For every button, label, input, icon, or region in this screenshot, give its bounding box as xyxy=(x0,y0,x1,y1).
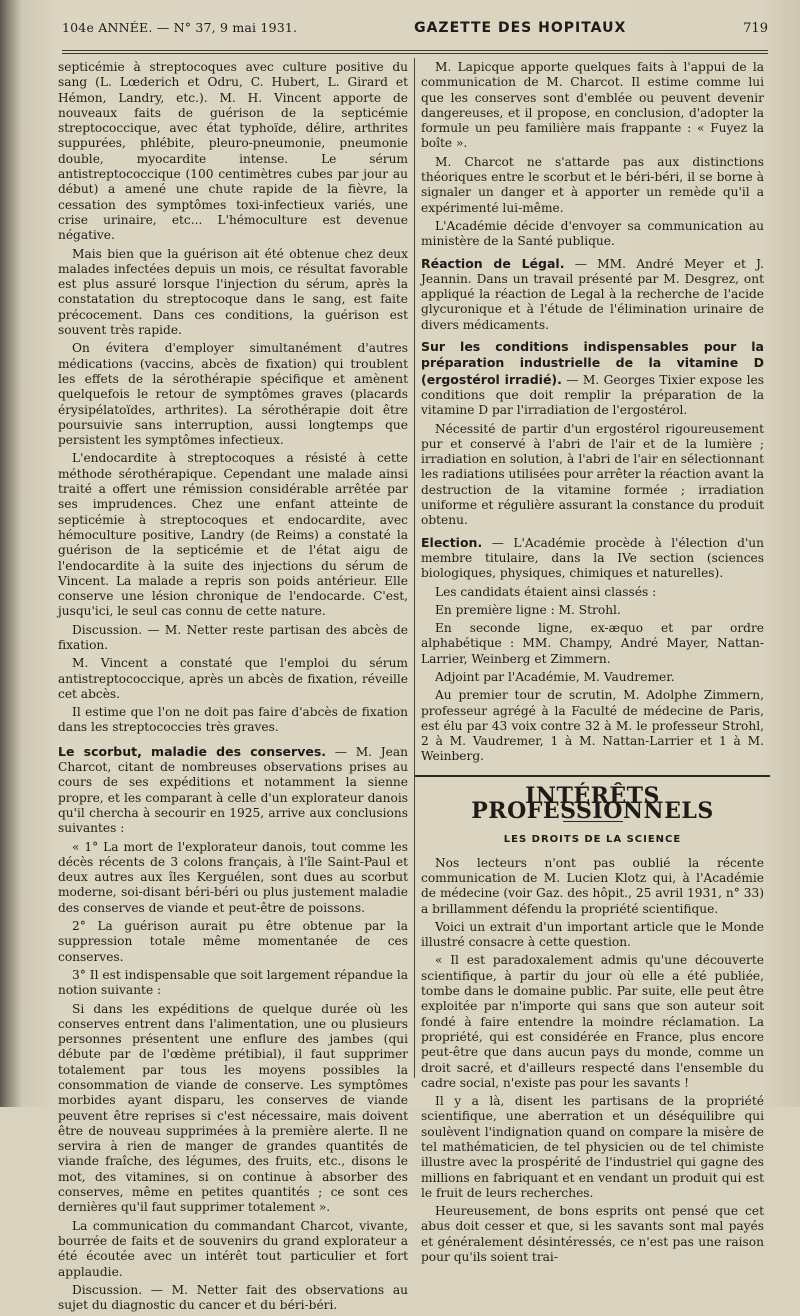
scorbut-article xyxy=(58,744,408,837)
paragraph: 2° La guérison aurait pu être obtenue par la suppression totale même momentanée de ces conserves. xyxy=(58,919,408,964)
paragraph: Voici un extrait d'un important article que le Monde illustré consacre à cette question. xyxy=(421,919,764,950)
paragraph: septicémie à streptocoques avec culture positive du sang (L. Lœderich et Odru, C. Hubert, L. Girard et Hémon, Landry, etc.). M. H. Vincent apporte de nouveaux faits de guérison de la septicémie streptococcique, avec état typhoïde, délire, arthrites suppurées, phlébite, pleuro-pneumonie, pneumonie double, myocardite intense. Le sérum antistreptococcique (100 centimètres cubes par jour au début) a amené une chute rapide de la fièvre, la cessation des symptômes toxi-infectieux variés, une crise urinaire, etc... L'hémoculture est devenue négative. xyxy=(58,60,408,243)
subsection-title: LES DROITS DE LA SCIENCE xyxy=(503,834,682,846)
paragraph: Heureusement, de bons esprits ont pensé que cet abus doit cesser et que, si les savants sont mal payés et généralement désintéressés, ce n'est pas une raison pour qu'ils soient trai- xyxy=(421,1204,764,1265)
article-heading: Réaction de Légal. xyxy=(421,255,565,271)
article-heading: Sur les conditions indispensables pour la préparation industrielle de la vitamine D (ergostérol irradié). xyxy=(421,339,764,387)
section-title: INTÉRÊTS PROFESSIONNELS xyxy=(471,782,714,825)
paragraph: On évitera d'employer simultanément d'autres médications (vaccins, abcès de fixation) qui troublent les effets de la sérothérapie spécifique et amènent quelquefois le retour de symptômes graves (placards érysipélatoïdes, arthrites). La sérothérapie doit être poursuivie sans interruption, aussi longtemps que persistent les symptômes infectieux. xyxy=(58,341,408,448)
paragraph: Discussion. — M. Netter fait des observations au sujet du diagnostic du cancer et du béri-béri. xyxy=(58,1282,408,1313)
paragraph: « 1° La mort de l'explorateur danois, tout comme les décès récents de 3 colons français, à l'île Saint-Paul et deux autres aux îles Kerguélen, sont dues au scorbut moderne, soi-disant béri-béri ou plus justement maladie des conserves de viande et peut-être de poissons. xyxy=(58,839,408,915)
newspaper-title: GAZETTE DES HOPITAUX xyxy=(414,20,627,36)
paragraph: Les candidats étaient ainsi classés : xyxy=(435,584,657,599)
article-intro: — MM. André Meyer et J. Jeannin. Dans un travail présenté par M. Desgrez, ont appliqué la réaction de Legal à la recherche de l'acide glycuronique et à l'étude de l'élimination urinaire de divers médicaments. xyxy=(421,256,764,332)
paragraph: Nos lecteurs n'ont pas oublié la récente communication de M. Lucien Klotz qui, à l'Académie de médecine (voir Gaz. des hôpit., 25 avril 1931, n° 33) a brillamment défendu la propriété scientifique. xyxy=(421,855,764,916)
paragraph: L'Académie décide d'envoyer sa communication au ministère de la Santé publique. xyxy=(421,218,764,249)
article-heading: Le scorbut, maladie des conserves. xyxy=(58,743,327,759)
paragraph: M. Vincent a constaté que l'emploi du sérum antistreptococcique, après un abcès de fixation, réveille cet abcès. xyxy=(58,656,408,701)
column-divider xyxy=(414,58,415,1078)
paragraph: Au premier tour de scrutin, M. Adolphe Zimmern, professeur agrégé à la Faculté de médecine de Paris, est élu par 43 voix contre 32 à M. le professeur Strohl, 2 à M. Vaudremer, 1 à M. Nattan-Larrier et 1 à M. Weinberg. xyxy=(421,688,764,764)
paragraph: L'endocardite à streptocoques a résisté à cette méthode sérothérapique. Cependant une malade ainsi traité a offert une rémission considérable arrêtée par ses imprudences. Chez une enfant atteinte de septicémie à streptocoques et endocardite, avec hémoculture positive, Landry (de Reims) a constaté la guérison de la septicémie et de l'état aigu de l'endocardite à la suite des injections du sérum de Vincent. La malade a repris son poids antérieur. Elle conserve une lésion chronique de l'endocarde. C'est, jusqu'ici, le seul cas connu de cette nature. xyxy=(58,451,408,619)
paragraph: Si dans les expéditions de quelque durée où les conserves entrent dans l'alimentation, une ou plusieurs personnes présentent une enflure des jambes (qui débute par de l'œdème prétibial), il faut supprimer totalement par tous les moyens possibles la consommation de viande de conserve. Les symptômes morbides ayant disparu, les conserves de viande peuvent être reprises si c'est nécessaire, mais doivent être de nouveau supprimées à la première alerte. Il ne servira à rien de manger de grandes quantités de viande fraîche, des légumes, des fruits, etc., disons le mot, des vitamines, si on continue à absorber des conserves, même en petites quantités ; ce sont ces dernières qu'il faut supprimer totalement ». xyxy=(58,1001,408,1215)
article-intro: — M. Jean Charcot, citant de nombreuses observations prises au cours de ses expéditions et notamment la sienne propre, et les comparant à celle d'un explorateur danois qu'il chercha à secourir en 1925, arrive aux conclusions suivantes : xyxy=(58,744,408,836)
header-rule-bottom xyxy=(62,53,768,54)
legal-article xyxy=(421,256,764,333)
paragraph: Discussion. — M. Netter reste partisan des abcès de fixation. xyxy=(58,622,408,652)
paragraph: Il estime que l'on ne doit pas faire d'abcès de fixation dans les streptococcies très graves. xyxy=(58,705,408,735)
article-intro: — M. Georges Tixier expose les conditions que doit remplir la préparation de la vitamine D par l'irradiation de l'ergostérol. xyxy=(421,372,764,418)
paragraph: En seconde ligne, ex-æquo et par ordre alphabétique : MM. Champy, André Mayer, Nattan-Larrier, Weinberg et Zimmern. xyxy=(421,621,764,666)
page-number: 719 xyxy=(743,21,768,36)
paragraph: Il y a là, disent les partisans de la propriété scientifique, une aberration et un déséquilibre qui soulèvent l'indignation quand on compare la misère de tel mathématicien, de tel physicien ou de tel chimiste illustre avec la prospérité de l'industriel qui gagne des millions en fabriquant et en vendant un produit qui est le fruit de leurs recherches. xyxy=(421,1094,764,1200)
header-rule-top xyxy=(62,50,768,51)
left-column xyxy=(58,60,408,1316)
paragraph: En première ligne : M. Strohl. xyxy=(435,602,621,617)
vitamin-d-article xyxy=(421,339,764,418)
election-article xyxy=(421,535,764,582)
section-rule xyxy=(415,775,770,777)
paragraph: « Il est paradoxalement admis qu'une découverte scientifique, à partir du jour où elle a été publiée, tombe dans le domaine public. Par suite, elle peut être exploitée par n'importe qui sans que son auteur soit fondé à faire entendre la moindre réclamation. La propriété, qui est considérée en France, plus encore peut-être que dans aucun pays du monde, comme un droit sacré, et d'ailleurs respecté dans l'ensemble du cadre social, n'existe pas pour les savants ! xyxy=(421,953,764,1090)
paragraph: M. Charcot ne s'attarde pas aux distinctions théoriques entre le scorbut et le béri-béri, il se borne à signaler un danger et à apporter un remède qu'il a expérimenté lui-même. xyxy=(421,154,764,215)
paragraph: M. Lapicque apporte quelques faits à l'appui de la communication de M. Charcot. Il estime comme lui que les conserves sont d'emblée ou peuvent devenir dangereuses, et il propose, en conclusion, d'adopter la formule un peu familière mais frappante : « Fuyez la boîte ». xyxy=(421,60,764,151)
paragraph: Mais bien que la guérison ait été obtenue chez deux malades infectées depuis un mois, ce résultat favorable est plus assuré lorsque l'injection du sérum, après la constatation du streptocoque dans le sang, est faite précocement. Dans ces conditions, la guérison est souvent très rapide. xyxy=(58,246,408,338)
paragraph: Adjoint par l'Académie, M. Vaudremer. xyxy=(435,669,675,684)
paragraph: La communication du commandant Charcot, vivante, bourrée de faits et de souvenirs du grand explorateur a été écoutée avec un intérêt tout particulier et fort applaudie. xyxy=(58,1218,408,1279)
article-heading: Election. xyxy=(421,534,483,550)
issue-line: 104e ANNÉE. — N° 37, 9 mai 1931. xyxy=(62,20,298,35)
paragraph: 3° Il est indispensable que soit largement répandue la notion suivante : xyxy=(58,967,408,998)
article-intro: — L'Académie procède à l'élection d'un membre titulaire, dans la IVe section (sciences biologiques, physiques, chimiques et naturelles). xyxy=(421,535,764,581)
paragraph: Nécessité de partir d'un ergostérol rigoureusement pur et conservé à l'abri de l'air et de la lumière ; irradiation en solution, à l'abri de l'air en sélectionnant les radiations utilisées pour arrêter la réaction avant la destruction de la vitamine formée ; irradiation uniforme et régulière assurant la constance du produit obtenu. xyxy=(421,421,764,528)
right-column xyxy=(421,60,764,1268)
page-header xyxy=(62,20,768,48)
